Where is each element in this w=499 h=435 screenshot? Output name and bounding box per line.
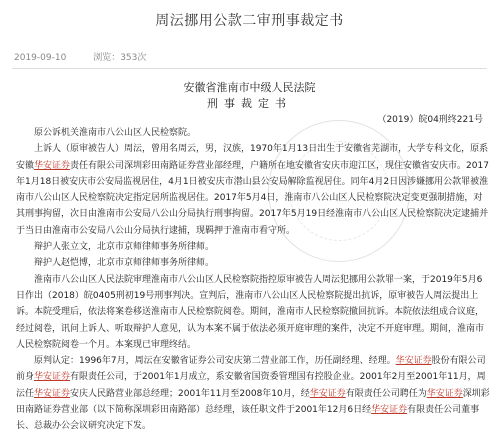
text-segment: 上诉人（原审被告人）周沄，曾用名周云，男，汉族，1970年1月13日出生于安徽省芜湖市，大学专科文化，原系安徽 — [16, 144, 489, 171]
meta-bar — [14, 50, 170, 63]
company-link[interactable]: 华安证券 — [371, 405, 408, 416]
company-link[interactable]: 华安证券 — [309, 388, 346, 399]
company-link[interactable]: 华安证券 — [395, 356, 432, 367]
document-type: 刑事裁定书 — [207, 97, 292, 110]
view-count-value: 353次 — [120, 53, 147, 63]
company-link[interactable]: 华安证券 — [34, 160, 71, 171]
text-segment: 有限责任公司聘任为 — [345, 388, 427, 399]
defender-paragraph: 辩护人张立文，北京市京师律师事务所律师。 — [34, 242, 215, 253]
publish-date: 2019-09-10 — [14, 53, 67, 63]
company-link[interactable]: 华安证券 — [34, 388, 71, 399]
prosecutor-paragraph: 原公诉机关淮南市八公山区人民检察院。 — [34, 128, 197, 138]
text-segment: 深圳彩田南路证券营业部（以下简称深圳彩田南路部）总经理，该任职文件于2001年12月6日经 — [16, 388, 490, 416]
text-segment: 原判认定：1996年7月，周沄在安徽省证券公司安庆第二营业部工作，历任副经理、经理。 — [34, 356, 396, 367]
company-link[interactable]: 华安证券 — [426, 388, 463, 399]
text-segment: 责任有限公司深圳彩田南路证券营业部经理，户籍所在地安徽省安庆市迎江区，现住安徽省安庆市。2017年1月18日被安庆市公安局监视居住，4月1日被安庆市潜山县公安局解除监视居住。同年4月2日因涉嫌挪用公款罪被淮南市八公山区人民检察院决定指定居所监视居住。2017年5月4日，淮南市八公山区人民检察院决定变更强制措施，对其刑事拘留，次日由淮南市公安局八公山分局执行刑事拘留。2017年5月19日经淮南市八公山区人民检察院决定逮捕并于当日由淮南市公安局八公山分局执行逮捕，现羁押于淮南市看守所。 — [16, 160, 489, 236]
company-link[interactable]: 华安证券 — [34, 372, 71, 383]
procedure-paragraph: 淮南市八公山区人民法院审理淮南市八公山区人民检察院指控原审被告人周沄犯挪用公款罪一案，于2019年5月6日作出（2018）皖0405刑初19号刑事判决。宣判后，淮南市八公山区人民检察院提出抗诉，原审被告人周沄提出上诉。本院受理后，依法将案卷移送淮南市人民检察院阅卷。期间，淮南市人民检察院撤回抗诉。本院依法组成合议庭，经过阅卷，讯问上诉人、听取辩护人意见，认为本案不属于依法必须开庭审理的案件，决定不开庭审理。期间，淮南市人民检察院阅卷一个月。本案现已审理终结。 — [16, 274, 485, 350]
text-segment: 安庆人民路营业部总经理；2001年11月至2008年10月，经 — [70, 388, 310, 399]
text-segment: 股份有限公司前身 — [16, 356, 486, 383]
court-name: 安徽省淮南市中级人民法院 — [183, 81, 316, 94]
findings-paragraph — [16, 353, 490, 434]
view-count-label: 浏览： — [93, 53, 121, 63]
case-number: （2019）皖04刑终221号 — [377, 115, 483, 125]
page-title: 周沄挪用公款二审刑事裁定书 — [155, 13, 344, 29]
text-segment: 有限责任公司，于2001年1月成立，系安徽省国资委管理国有控股企业。2001年2月至2001年11月，周沄任 — [16, 372, 486, 399]
divider — [12, 68, 487, 69]
defender-paragraph: 辩护人赵恺博，北京市京师律师事务所律师。 — [34, 258, 215, 269]
view-count — [93, 53, 146, 63]
text-segment: 有限责任公司董事长、总裁办公会议研究决定下发。 — [16, 405, 480, 432]
appellant-paragraph — [16, 141, 490, 239]
title-bar — [0, 0, 499, 38]
document-body — [16, 125, 490, 435]
